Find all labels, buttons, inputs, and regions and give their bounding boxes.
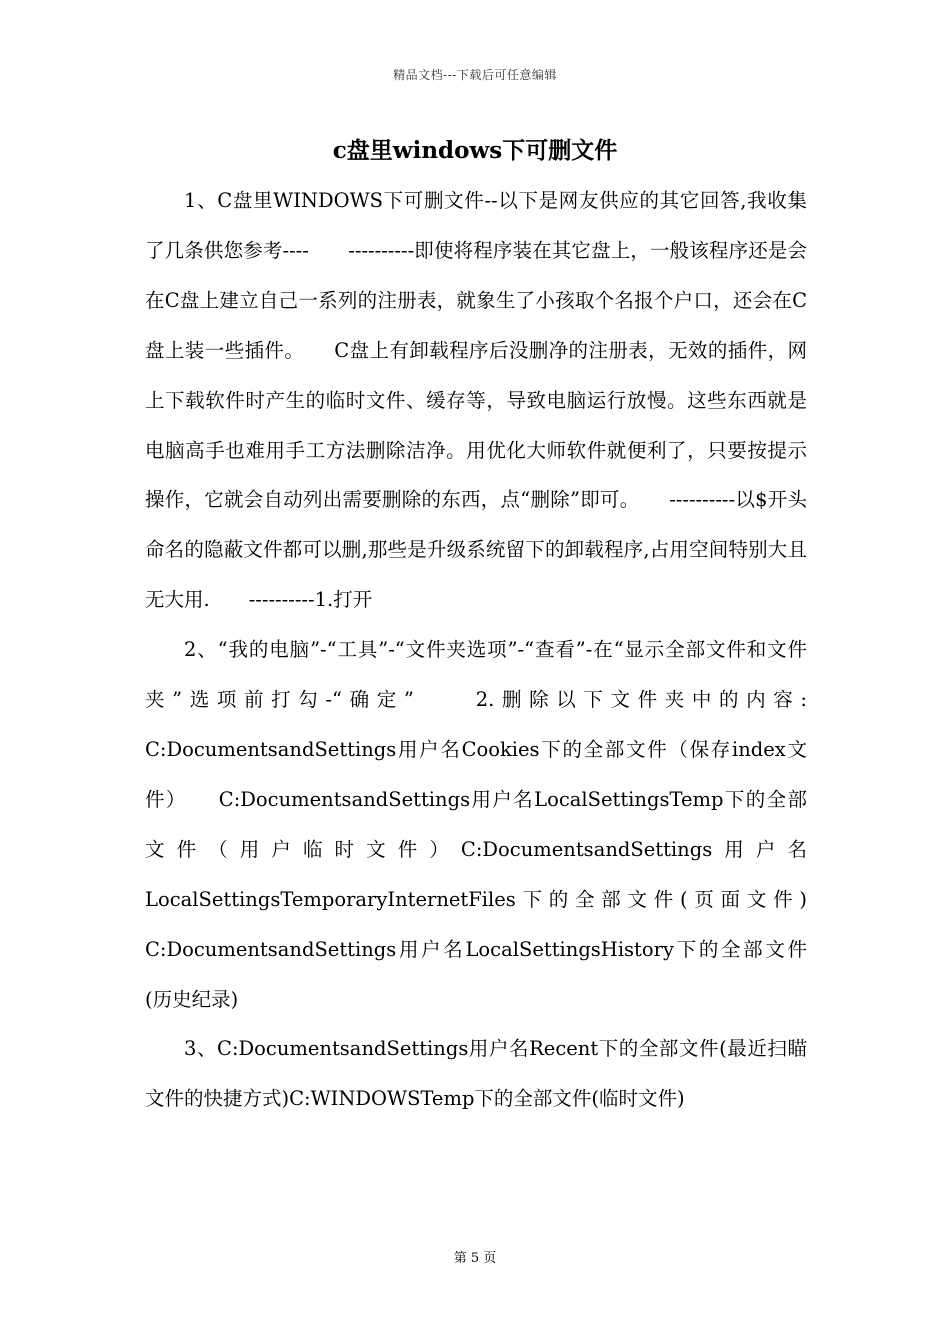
page-number: 第 5 页 bbox=[453, 1251, 497, 1266]
document-body bbox=[145, 176, 847, 1124]
paragraph-1: 1、C盘里WINDOWS下可删文件--以下是网友供应的其它回答,我收集了几条供您参考---- ----------即使将程序装在其它盘上，一般该程序还是会在C盘上建立自己一系列的注册表，就象生了小孩取个名报个户口，还会在C盘上装一些插件。 C盘上有卸载程序后没删净的注册表，无效的插件，网上下载软件时产生的临时文件、缓存等，导致电脑运行放慢。这些东西就是电脑高手也难用手工方法删除洁净。用优化大师软件就便利了，只要按提示操作，它就会自动列出需要删除的东西，点“删除”即可。 ----------以$开头命名的隐蔽文件都可以删,那些是升级系统留下的卸载程序,占用空间特别大且无大用. ----------1.打开 bbox=[145, 189, 807, 612]
header-note: 精品文档---下载后可任意编辑 bbox=[393, 68, 557, 82]
paragraph-3: 3、C:DocumentsandSettings用户名Recent下的全部文件(最近扫瞄文件的快捷方式)C:WINDOWSTemp下的全部文件(临时文件) bbox=[145, 1037, 807, 1111]
paragraph-2: 2、“我的电脑”-“工具”-“文件夹选项”-“查看”-在“显示全部文件和文件夹”选项前打勾-“确定” 2.删除以下文件夹中的内容: C:DocumentsandSettings用户名Cookies下的全部文件（保存index文件） C:DocumentsandSettings用户名LocalSettingsTemp下的全部文件（用户临时文件）C:DocumentsandSettings用户名LocalSettingsTemporaryInternetFiles下的全部文件(页面文件) C:DocumentsandSettings用户名LocalSettingsHistory下的全部文件(历史纪录) bbox=[145, 638, 847, 1011]
document-title: c盘里windows下可删文件 bbox=[332, 137, 618, 164]
